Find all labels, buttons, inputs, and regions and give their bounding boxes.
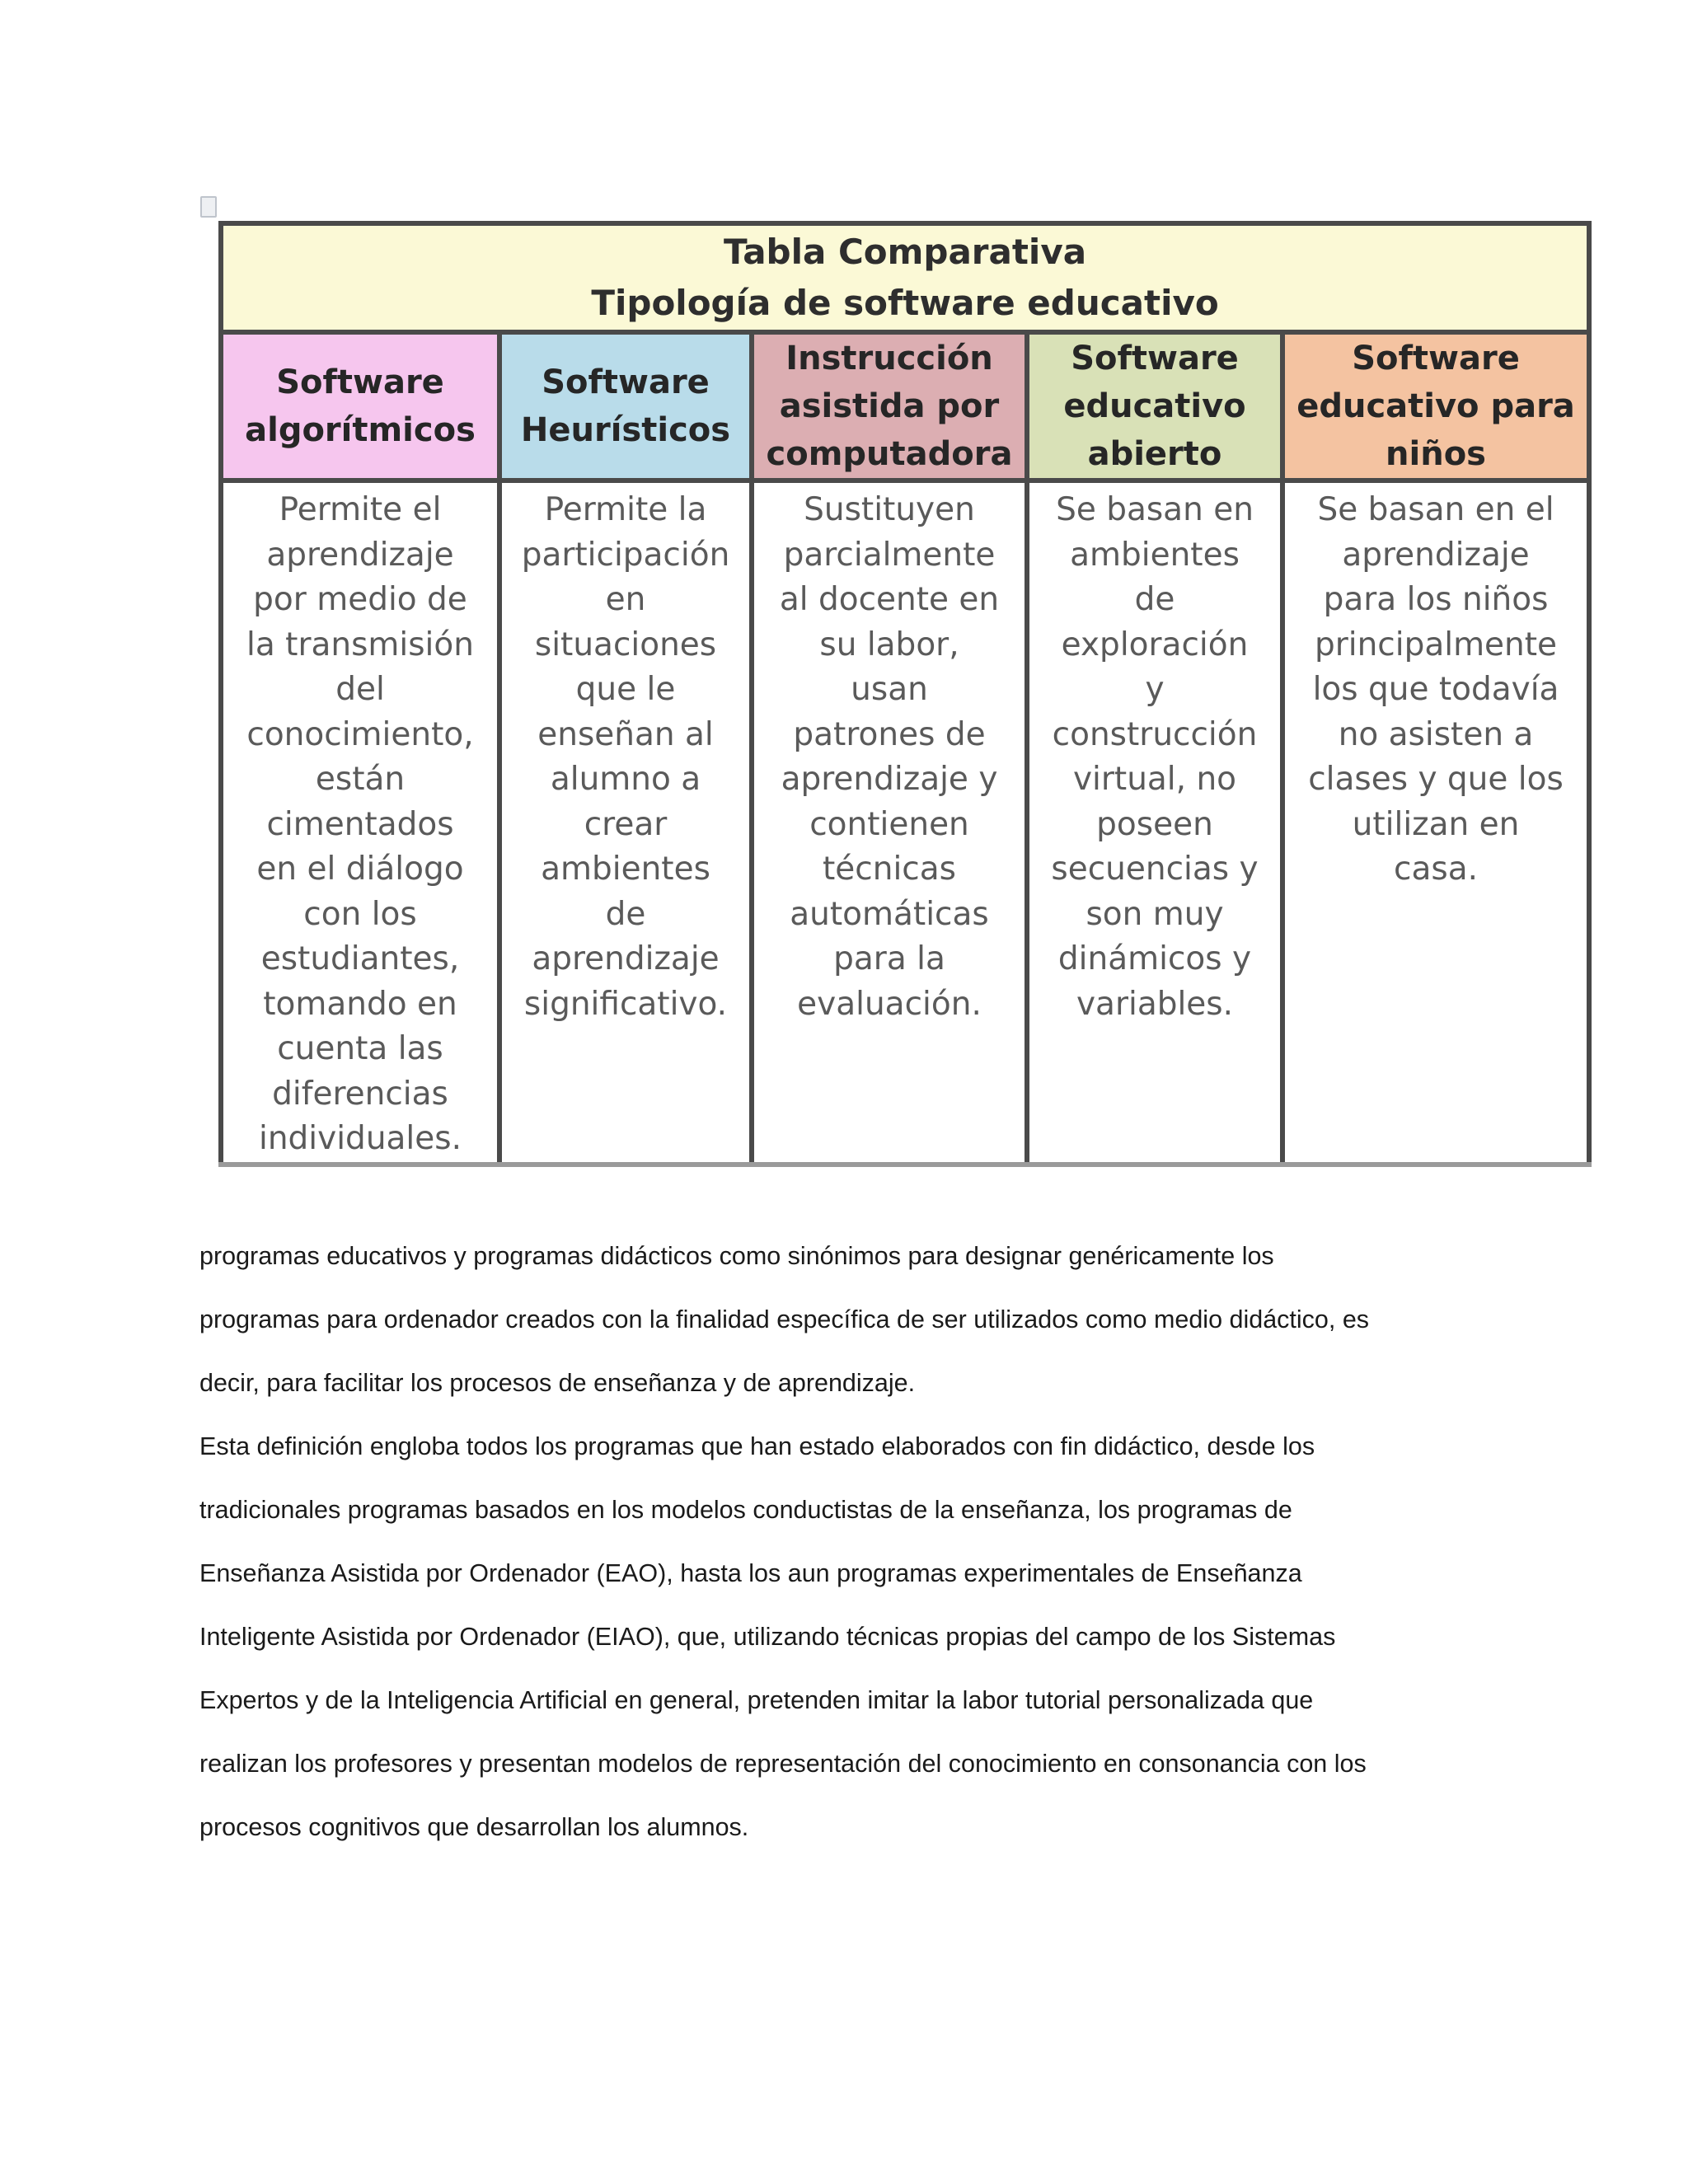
cell-line: ambientes <box>1070 536 1240 574</box>
cell-algoritmicos <box>221 480 499 1165</box>
cell-line: crear <box>584 805 668 843</box>
table-title <box>221 223 1589 332</box>
header-line: educativo <box>1063 387 1246 425</box>
cell-line: variables. <box>1076 985 1234 1023</box>
cell-line: usan <box>851 671 928 708</box>
header-line: algorítmicos <box>245 411 476 449</box>
comparison-table <box>218 221 1592 1167</box>
cell-heuristicos <box>499 480 752 1165</box>
cell-line: parcialmente <box>783 536 996 574</box>
cell-line: están <box>315 761 406 798</box>
cell-line: casa. <box>1394 851 1478 888</box>
cell-educativo-abierto <box>1027 480 1282 1165</box>
cell-line: que le <box>575 671 676 708</box>
cell-line: dinámicos y <box>1057 940 1252 977</box>
cell-line: con los <box>303 895 417 933</box>
cell-line: tomando en <box>263 985 457 1023</box>
header-line: educativo para <box>1296 387 1575 425</box>
cell-line: para los niños <box>1323 581 1549 618</box>
header-line: niños <box>1386 435 1486 473</box>
cell-line: aprendizaje <box>266 536 454 574</box>
cell-line: y <box>1145 671 1165 708</box>
cell-line: al docente en <box>779 581 1000 618</box>
cell-line: Se basan en el <box>1317 491 1554 528</box>
body-text-line: Esta definición engloba todos los programas que han estado elaborados con fin didáctico, desde los <box>199 1432 1315 1460</box>
cell-line: su labor, <box>819 626 959 663</box>
cell-line: cimentados <box>266 805 454 843</box>
cell-line: diferencias <box>272 1075 448 1113</box>
cell-line: la transmisión <box>246 626 474 663</box>
cell-line: evaluación. <box>797 985 982 1023</box>
body-text-line: decir, para facilitar los procesos de enseñanza y de aprendizaje. <box>199 1369 916 1397</box>
table-header-row <box>221 332 1589 480</box>
cell-line: utilizan en <box>1352 805 1520 843</box>
cell-line: participación <box>521 536 730 574</box>
cell-line: aprendizaje y <box>781 761 998 798</box>
table-subtitle-line: Tipología de software educativo <box>591 283 1219 323</box>
cell-line: significativo. <box>523 985 728 1023</box>
cell-line: en <box>605 581 646 618</box>
cell-line: no asisten a <box>1338 715 1534 753</box>
cell-line: patrones de <box>793 715 986 753</box>
image-anchor-icon <box>200 196 217 218</box>
cell-line: enseñan al <box>537 715 714 753</box>
table-title-row <box>221 223 1589 332</box>
comparison-table-image <box>200 196 1592 1187</box>
cell-instruccion-asistida <box>752 480 1027 1165</box>
cell-line: cuenta las <box>277 1030 443 1067</box>
cell-line: conocimiento, <box>246 715 474 753</box>
cell-line: individuales. <box>259 1120 462 1157</box>
body-text-line: Enseñanza Asistida por Ordenador (EAO), hasta los aun programas experimentales de Enseñanza <box>199 1559 1302 1587</box>
cell-line: Sustituyen <box>804 491 975 528</box>
cell-line: alumno a <box>550 761 701 798</box>
cell-line: los que todavía <box>1312 671 1559 708</box>
header-line: Software <box>542 363 710 401</box>
body-text-line: tradicionales programas basados en los modelos conductistas de la enseñanza, los programas de <box>199 1496 1292 1524</box>
cell-line: poseen <box>1096 805 1213 843</box>
cell-line: técnicas <box>823 851 956 888</box>
body-text-line: Expertos y de la Inteligencia Artificial en general, pretenden imitar la labor tutorial personalizada que <box>199 1686 1314 1714</box>
cell-educativo-ninos <box>1282 480 1589 1165</box>
cell-line: de <box>1134 581 1175 618</box>
header-software-heuristicos <box>499 332 752 480</box>
cell-line: clases y que los <box>1308 761 1564 798</box>
cell-line: aprendizaje <box>532 940 720 977</box>
body-text-line: programas para ordenador creados con la finalidad específica de ser utilizados como medio didáctico, es <box>199 1305 1370 1333</box>
cell-line: Permite la <box>544 491 707 528</box>
cell-line: aprendizaje <box>1342 536 1530 574</box>
table-body-row <box>221 480 1589 1165</box>
body-text-line: Inteligente Asistida por Ordenador (EIAO), que, utilizando técnicas propias del campo de los Sistemas <box>199 1623 1336 1651</box>
header-line: asistida por <box>779 387 1000 425</box>
header-line: Software <box>1352 340 1520 377</box>
cell-line: en el diálogo <box>256 851 464 888</box>
header-line: Software <box>276 363 444 401</box>
table-title-line: Tabla Comparativa <box>723 232 1087 272</box>
header-software-educativo-ninos <box>1282 332 1589 480</box>
body-text-line: procesos cognitivos que desarrollan los alumnos. <box>199 1813 749 1841</box>
cell-line: principalmente <box>1314 626 1558 663</box>
body-text <box>199 1225 1551 1859</box>
cell-line: automáticas <box>790 895 989 933</box>
cell-line: Permite el <box>279 491 442 528</box>
header-line: computadora <box>766 435 1013 473</box>
cell-line: exploración <box>1061 626 1249 663</box>
cell-line: por medio de <box>253 581 467 618</box>
body-text-line: programas educativos y programas didácticos como sinónimos para designar genéricamente los <box>199 1242 1274 1270</box>
header-line: Software <box>1071 340 1239 377</box>
cell-line: secuencias y <box>1051 851 1259 888</box>
cell-line: del <box>335 671 385 708</box>
cell-line: son muy <box>1085 895 1224 933</box>
cell-line: virtual, no <box>1072 761 1237 798</box>
cell-line: ambientes <box>541 851 710 888</box>
cell-line: de <box>605 895 646 933</box>
header-instruccion-asistida <box>752 332 1027 480</box>
body-text-line: realizan los profesores y presentan modelos de representación del conocimiento en consonancia con los <box>199 1750 1367 1778</box>
cell-line: construcción <box>1052 715 1258 753</box>
header-line: abierto <box>1087 435 1222 473</box>
header-line: Heurísticos <box>520 411 731 449</box>
cell-line: estudiantes, <box>260 940 460 977</box>
header-line: Instrucción <box>785 340 993 377</box>
cell-line: situaciones <box>534 626 717 663</box>
cell-line: para la <box>833 940 945 977</box>
cell-line: Se basan en <box>1056 491 1254 528</box>
header-software-educativo-abierto <box>1027 332 1282 480</box>
header-software-algoritmicos <box>221 332 499 480</box>
cell-line: contienen <box>809 805 969 843</box>
